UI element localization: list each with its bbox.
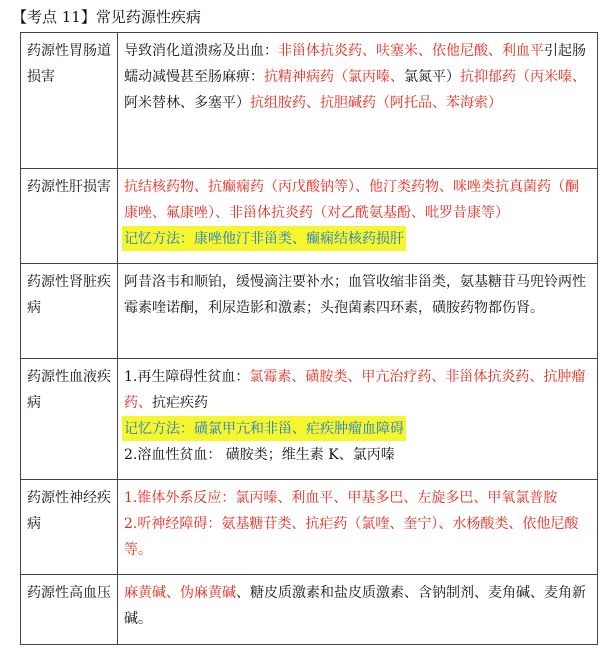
text-segment: 氯氮平） — [404, 69, 460, 85]
text-segment: 1.再生障碍性贫血： — [124, 369, 250, 385]
text-segment: 抗精神病药（氯丙嗪、 — [264, 69, 404, 85]
topic-cell: 药源性胃肠道损害 — [21, 33, 118, 169]
topic-cell: 药源性血液疾病 — [21, 359, 118, 480]
table-row — [21, 264, 598, 359]
memory-tip: 记忆方法：康唑他汀非甾类、癫痫结核药损肝 — [122, 226, 406, 251]
text-segment: 抗组胺药、抗胆碱药（阿托品、苯海索） — [250, 95, 502, 111]
content-paragraph — [124, 38, 591, 116]
text-segment: 2.听神经障碍：氨基糖苷类、抗疟药（氯喹、奎宁）、水杨酸类、依他尼酸等。 — [124, 516, 579, 558]
text-segment: 麻黄碱、伪麻黄碱 — [124, 585, 236, 601]
content-paragraph — [124, 174, 591, 226]
text-segment: 、糖皮质激素和盐皮质激素、含钠制剂、麦角碱、麦角新碱。 — [124, 585, 586, 627]
content-paragraph — [124, 511, 591, 563]
topic-cell: 药源性肾脏疾病 — [21, 264, 118, 359]
text-segment: 引起肠蠕动减慢甚至肠麻痹： — [124, 43, 586, 85]
text-segment: 抗结核药物、抗癫痫药（丙戊酸钠等）、他汀类药物、咪唑类抗真菌药（酮康唑、氟康唑）、非甾体抗炎药（对乙酰氨基酚、吡罗昔康等） — [124, 179, 579, 221]
drug-disease-table — [20, 32, 598, 645]
content-paragraph — [124, 485, 591, 511]
content-cell — [118, 264, 598, 359]
topic-cell: 药源性神经疾病 — [21, 480, 118, 575]
memory-tip: 记忆方法：磺氯甲亢和非甾、疟疾肿瘤血障碍 — [122, 416, 406, 441]
text-segment: 导致消化道溃疡及出血： — [124, 43, 278, 59]
content-paragraph — [124, 580, 591, 632]
table-row — [21, 33, 598, 169]
content-cell — [118, 480, 598, 575]
content-cell — [118, 169, 598, 264]
topic-cell: 药源性高血压 — [21, 575, 118, 645]
content-cell — [118, 575, 598, 645]
content-paragraph — [124, 416, 591, 442]
content-paragraph — [124, 442, 591, 468]
content-paragraph — [124, 364, 591, 416]
content-cell — [118, 359, 598, 480]
table-row — [21, 359, 598, 480]
text-segment: 抗疟疾药 — [152, 395, 208, 411]
text-segment: 抗抑郁药（丙米嗪、 — [460, 69, 586, 85]
content-paragraph — [124, 269, 591, 321]
text-segment: 阿米替林、多塞平） — [124, 95, 250, 111]
text-segment: 非甾体抗炎药、呋塞米、依他尼酸、利血平 — [278, 43, 544, 59]
text-segment: 2.溶血性贫血： 磺胺类；维生素 K、氯丙嗪 — [124, 447, 395, 463]
page-title: 【考点 11】常见药源性疾病 — [12, 8, 201, 26]
table-row — [21, 575, 598, 645]
text-segment: 氯霉素、磺胺类、甲亢治疗药、非甾体抗炎药、抗肿瘤药、 — [124, 369, 586, 411]
topic-cell: 药源性肝损害 — [21, 169, 118, 264]
content-paragraph — [124, 226, 591, 252]
text-segment: 1.锥体外系反应：氯丙嗪、利血平、甲基多巴、左旋多巴、甲氧氯普胺 — [124, 490, 558, 506]
text-segment: 阿昔洛韦和顺铂，缓慢滴注要补水；血管收缩非甾类，氨基糖苷马兜铃两性霉素喹诺酮，利尿造影和激素；头孢菌素四环素，磺胺药物都伤肾。 — [124, 274, 586, 316]
table-row — [21, 480, 598, 575]
table-row — [21, 169, 598, 264]
content-cell — [118, 33, 598, 169]
